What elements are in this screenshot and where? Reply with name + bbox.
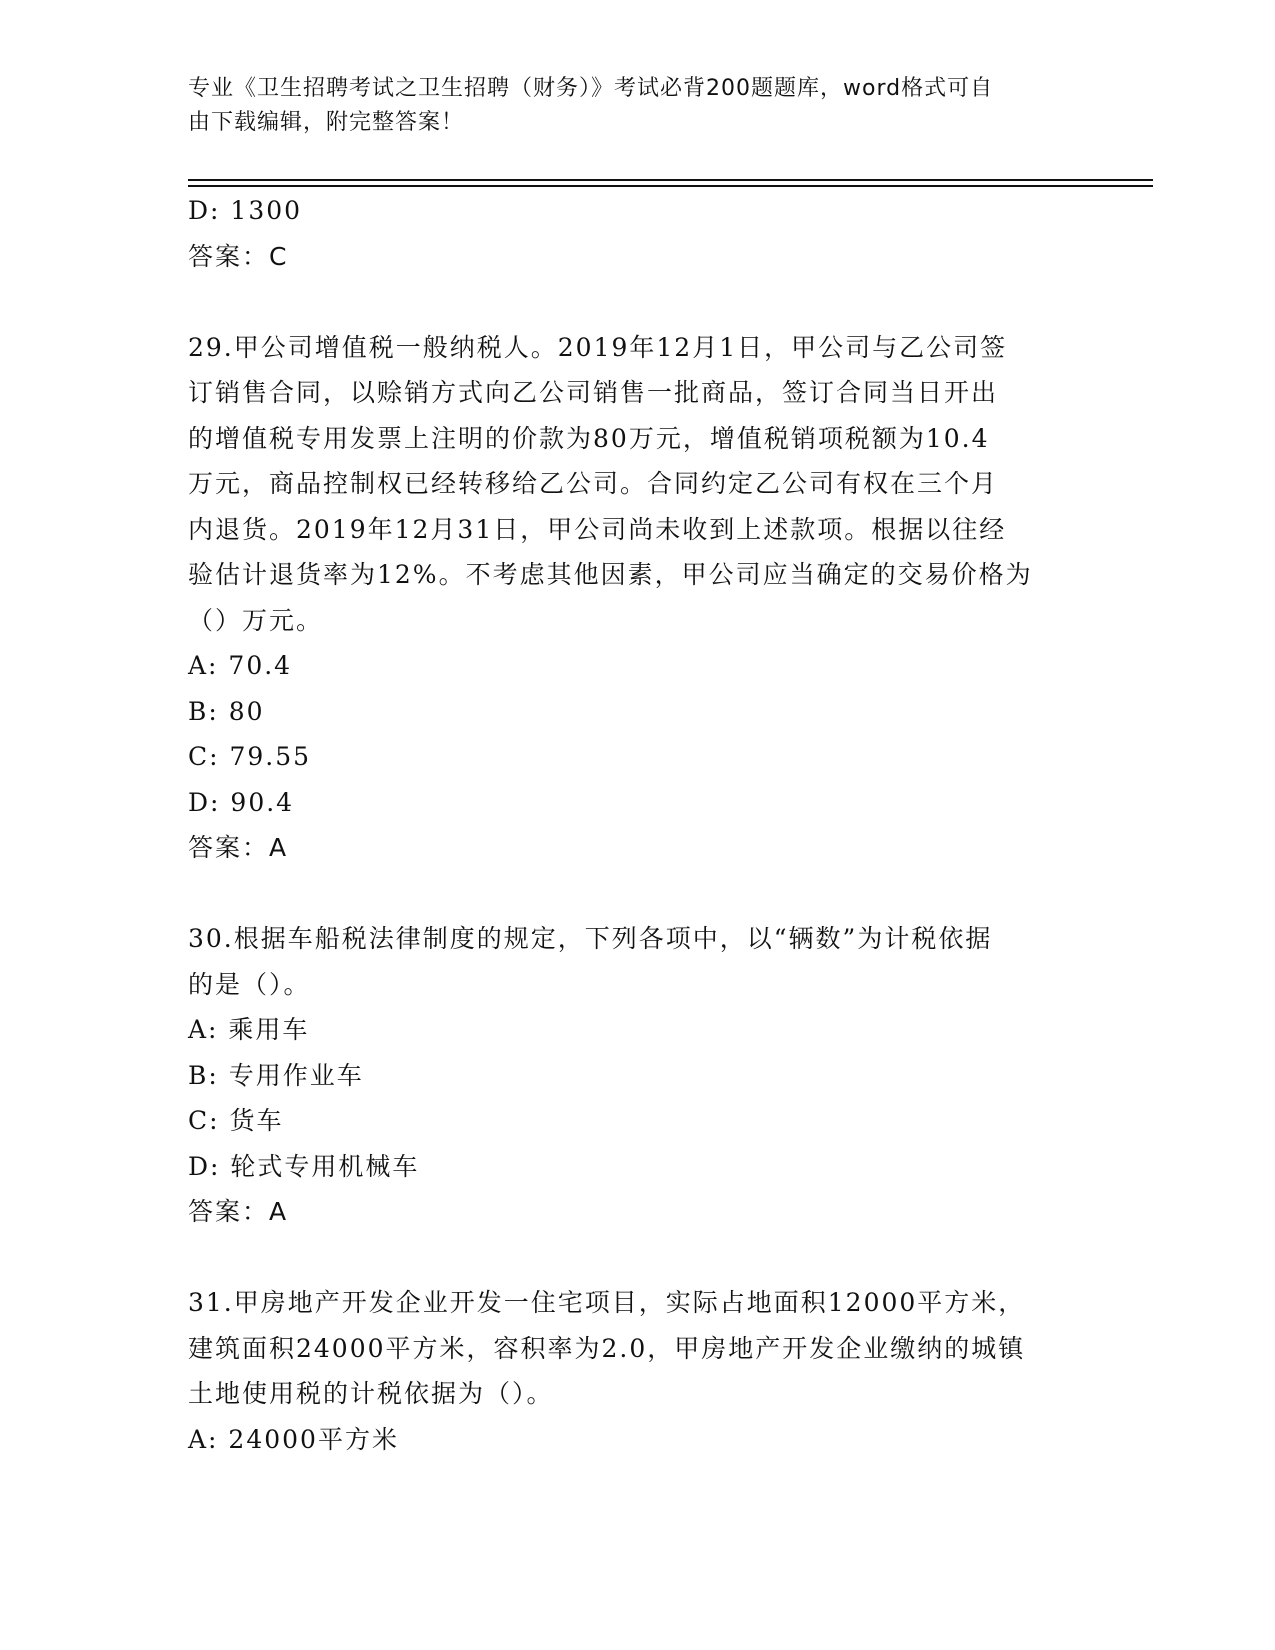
option-d: D: 1300 xyxy=(188,196,303,225)
question-text-line: 万元，商品控制权已经转移给乙公司。合同约定乙公司有权在三个月 xyxy=(188,469,999,498)
spacer xyxy=(188,871,1088,917)
question-text-line: （）万元。 xyxy=(188,605,324,635)
previous-question-tail xyxy=(188,188,1088,279)
spacer xyxy=(188,279,1088,325)
question-text-line: 验估计退货率为12%。不考虑其他因素，甲公司应当确定的交易价格为 xyxy=(188,560,1033,589)
spacer xyxy=(188,1235,1088,1281)
document-body xyxy=(188,188,1088,1462)
question-30 xyxy=(188,916,1088,1235)
option-d: D: 轮式专用机械车 xyxy=(188,1151,420,1181)
option-b: B: 80 xyxy=(188,696,265,726)
question-text-line: 订销售合同，以赊销方式向乙公司销售一批商品，签订合同当日开出 xyxy=(188,378,999,407)
document-header xyxy=(188,72,1068,140)
answer-line: 答案：A xyxy=(188,833,289,862)
question-text-line: 30.根据车船税法律制度的规定，下列各项中，以“辆数”为计税依据 xyxy=(188,924,993,953)
header-divider-top xyxy=(188,179,1153,181)
option-c: C: 79.55 xyxy=(188,742,312,771)
question-text-line: 建筑面积24000平方米，容积率为2.0，甲房地产开发企业缴纳的城镇 xyxy=(188,1333,1026,1363)
question-31 xyxy=(188,1280,1088,1462)
option-a: A: 乘用车 xyxy=(188,1015,310,1044)
question-text-line: 31.甲房地产开发企业开发一住宅项目，实际占地面积12000平方米， xyxy=(188,1288,1026,1317)
header-line: 由下载编辑，附完整答案！ xyxy=(188,110,465,135)
option-a: A: 70.4 xyxy=(188,651,293,680)
question-text-line: 的增值税专用发票上注明的价款为80万元，增值税销项税额为10.4 xyxy=(188,423,990,453)
option-d: D: 90.4 xyxy=(188,787,295,817)
answer-line: 答案：A xyxy=(188,1197,289,1226)
question-text-line: 的是（）。 xyxy=(188,969,311,999)
option-a: A: 24000平方米 xyxy=(188,1424,399,1454)
answer-line: 答案：C xyxy=(188,241,289,271)
header-divider-bottom xyxy=(188,185,1153,187)
question-text-line: 内退货。2019年12月31日，甲公司尚未收到上述款项。根据以往经 xyxy=(188,514,1007,544)
option-b: B: 专用作业车 xyxy=(188,1060,364,1090)
question-text-line: 29.甲公司增值税一般纳税人。2019年12月1日，甲公司与乙公司签 xyxy=(188,332,1008,362)
question-text-line: 土地使用税的计税依据为（）。 xyxy=(188,1379,554,1408)
question-29 xyxy=(188,325,1088,871)
option-c: C: 货车 xyxy=(188,1106,284,1135)
header-line: 专业《卫生招聘考试之卫生招聘（财务）》考试必背200题题库，word格式可自 xyxy=(188,76,994,101)
